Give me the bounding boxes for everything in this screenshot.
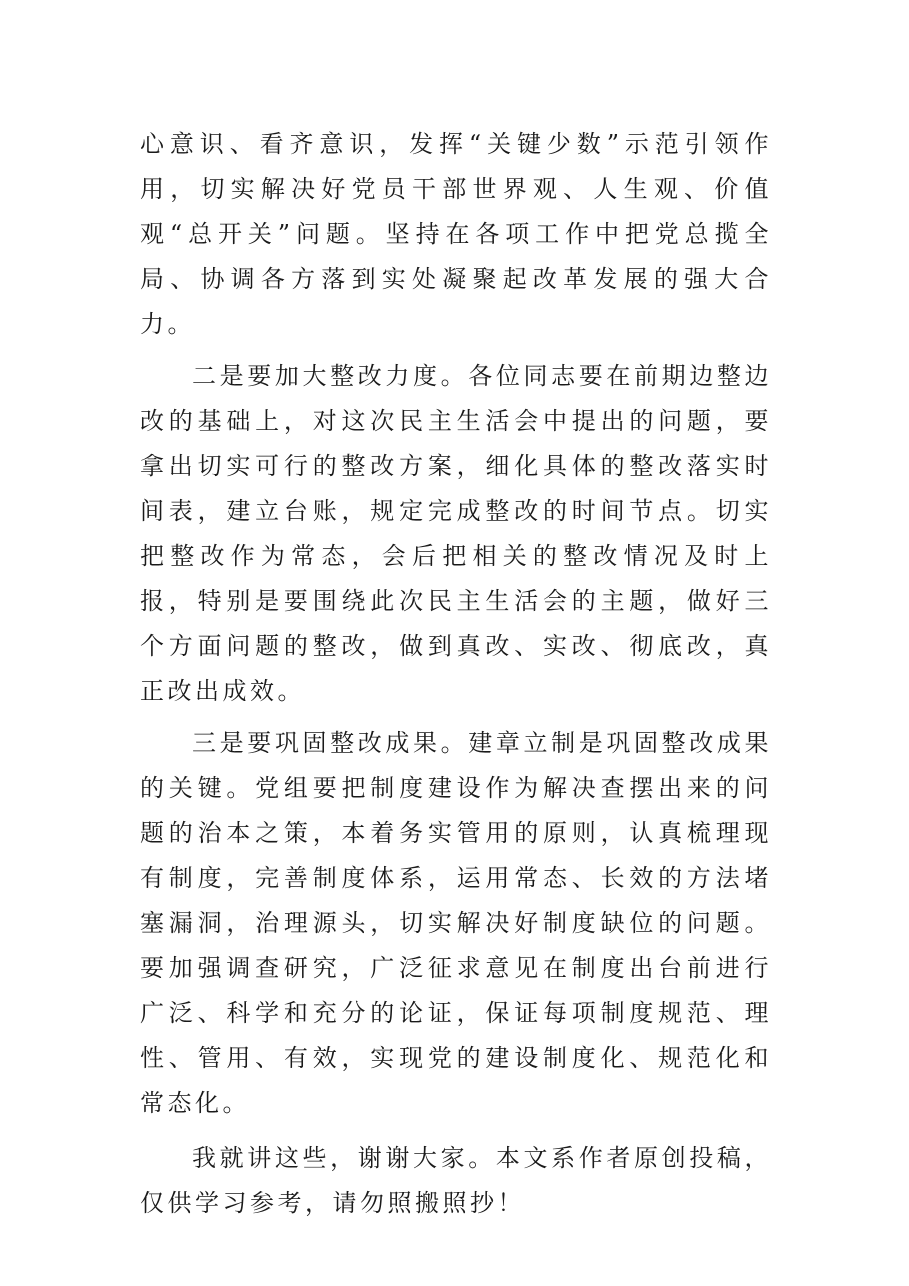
paragraph-consolidate-results: 三是要巩固整改成果。建章立制是巩固整改成果的关键。党组要把制度建设作为解决查摆出来的问题的治本之策，本着务实管用的原则，认真梳理现有制度，完善制度体系，运用常态、长效的方法堵塞漏洞，治理源头，切实解决好制度缺位的问题。要加强调查研究，广泛征求意见在制度出台前进行广泛、科学和充分的论证，保证每项制度规范、理性、管用、有效，实现党的建设制度化、规范化和常态化。 (140, 729, 772, 1117)
document-body (140, 122, 772, 1226)
paragraph-rectification-effort: 二是要加大整改力度。各位同志要在前期边整边改的基础上，对这次民主生活会中提出的问题，要拿出切实可行的整改方案，细化具体的整改落实时间表，建立台账，规定完成整改的时间节点。切实把整改作为常态，会后把相关的整改情况及时上报，特别是要围绕此次民主生活会的主题，做好三个方面问题的整改，做到真改、实改、彻底改，真正改出成效。 (140, 362, 772, 705)
paragraph-continuation: 心意识、看齐意识，发挥“关键少数”示范引领作用，切实解决好党员干部世界观、人生观、价值观“总开关”问题。坚持在各项工作中把党总揽全局、协调各方落到实处凝聚起改革发展的强大合力。 (140, 130, 772, 338)
paragraph-closing: 我就讲这些，谢谢大家。本文系作者原创投稿，仅供学习参考，请勿照搬照抄！ (140, 1144, 772, 1217)
